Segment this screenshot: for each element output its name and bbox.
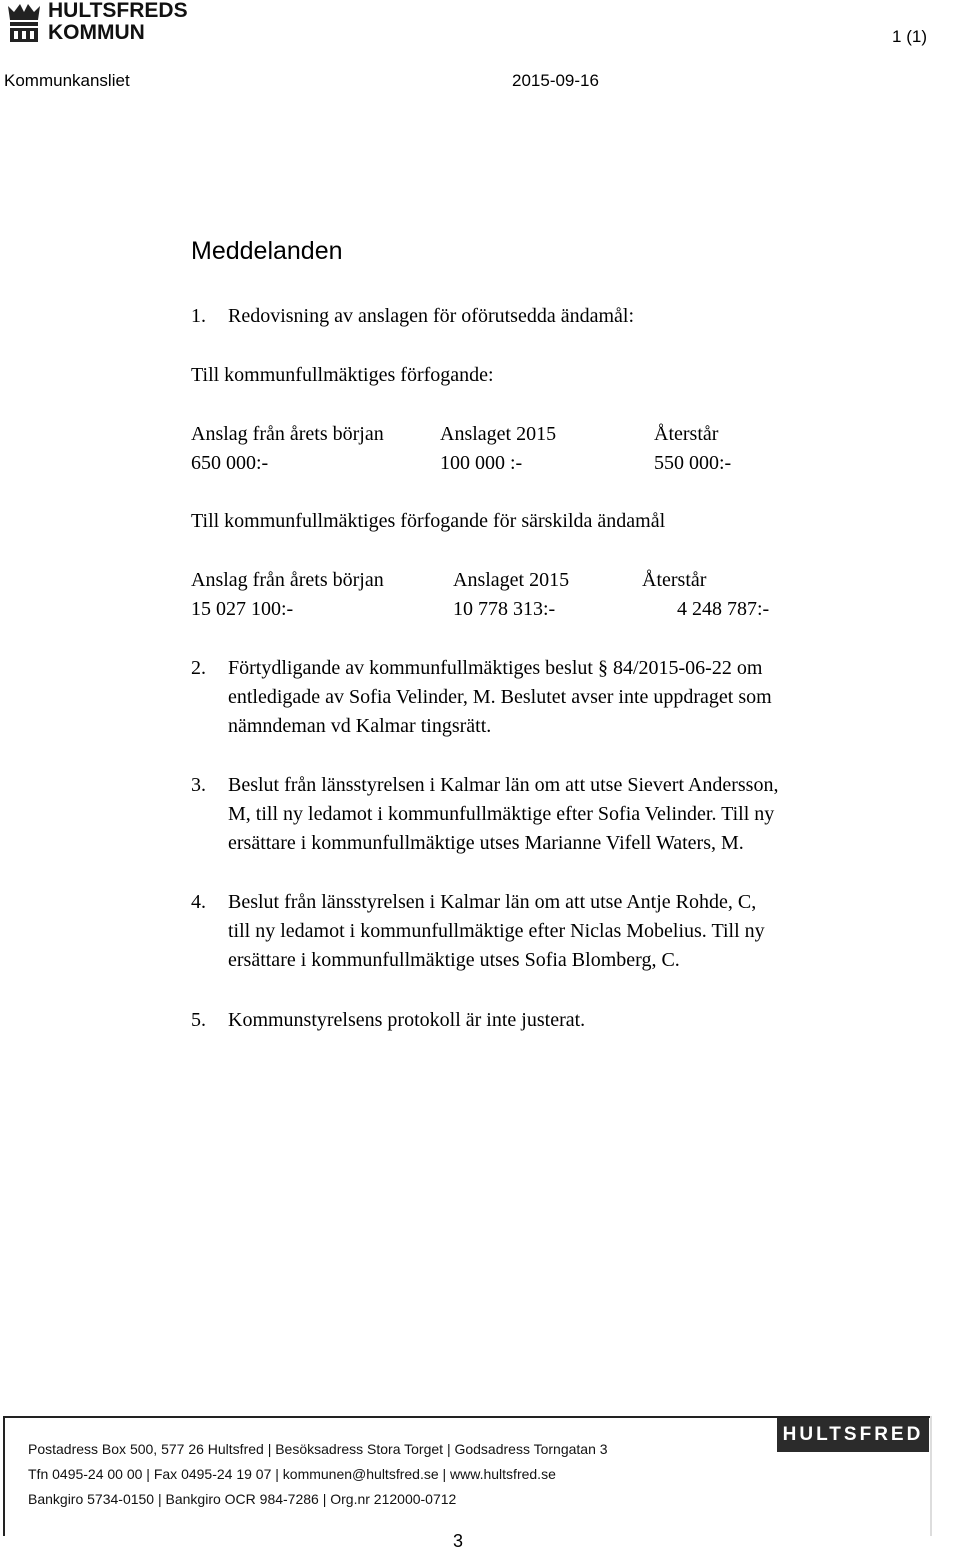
item-line-3: nämndeman vd Kalmar tingsrätt. [228, 715, 492, 737]
item-number: 2. [191, 657, 206, 679]
item-line-1: Beslut från länsstyrelsen i Kalmar län om att utse Sievert Andersson, [228, 774, 779, 796]
sub2-col3-value: 4 248 787:- [677, 598, 770, 620]
crown-crest-icon [4, 2, 44, 46]
department: Kommunkansliet [4, 71, 130, 90]
bottom-page-number: 3 [453, 1531, 464, 1551]
sub2-col2-label: Anslaget 2015 [453, 569, 570, 591]
sub2-heading: Till kommunfullmäktiges förfogande för särskilda ändamål [191, 510, 666, 532]
item-4 [191, 888, 765, 975]
item-number: 5. [191, 1009, 206, 1031]
footer-address: Postadress Box 500, 577 26 Hultsfred | Besöksadress Stora Torget | Godsadress Torngatan 3 [28, 1441, 608, 1457]
item-text: Redovisning av anslagen för oförutsedda ändamål: [228, 305, 634, 327]
item-number: 4. [191, 891, 206, 913]
item-line-1: Beslut från länsstyrelsen i Kalmar län om att utse Antje Rohde, C, [228, 891, 757, 913]
sub2-col3-label: Återstår [642, 569, 707, 591]
footer-contact: Tfn 0495-24 00 00 | Fax 0495-24 19 07 | kommunen@hultsfred.se | www.hultsfred.se [28, 1466, 556, 1482]
sub1-col3-value: 550 000:- [654, 452, 732, 474]
sub2-col1-value: 15 027 100:- [191, 598, 294, 620]
item-3 [191, 771, 778, 858]
document-date: 2015-09-16 [512, 71, 599, 90]
item-number: 3. [191, 774, 206, 796]
item-2 [191, 654, 772, 741]
logo-line-2: KOMMUN [48, 21, 145, 44]
logo-line-1: HULTSFREDS [48, 0, 188, 22]
sub2-col1-label: Anslag från årets början [191, 569, 384, 591]
page-number: 1 (1) [892, 27, 927, 46]
item-line-2: till ny ledamot i kommunfullmäktige efter Niclas Mobelius. Till ny [228, 920, 765, 942]
sub1-heading: Till kommunfullmäktiges förfogande: [191, 364, 494, 386]
item-5 [191, 1006, 585, 1035]
item-line-2: entledigade av Sofia Velinder, M. Beslutet avser inte uppdraget som [228, 686, 772, 708]
sub1-col2-label: Anslaget 2015 [440, 423, 557, 445]
sub2-col2-value: 10 778 313:- [453, 598, 556, 620]
sub1-col2-value: 100 000 :- [440, 452, 523, 474]
page-title: Meddelanden [191, 237, 343, 265]
item-1 [191, 302, 634, 331]
sub1-col1-label: Anslag från årets början [191, 423, 384, 445]
footer-logo: HULTSFRED [777, 1418, 929, 1452]
item-line-2: M, till ny ledamot i kommunfullmäktige efter Sofia Velinder. Till ny [228, 803, 775, 825]
item-line-3: ersättare i kommunfullmäktige utses Marianne Vifell Waters, M. [228, 832, 744, 854]
footer-divider [930, 1416, 932, 1536]
sub1-col3-label: Återstår [654, 423, 719, 445]
footer-bank: Bankgiro 5734-0150 | Bankgiro OCR 984-7286 | Org.nr 212000-0712 [28, 1491, 457, 1507]
item-line-3: ersättare i kommunfullmäktige utses Sofia Blomberg, C. [228, 949, 680, 971]
item-line-1: Förtydligande av kommunfullmäktiges beslut § 84/2015-06-22 om [228, 657, 763, 679]
item-number: 1. [191, 305, 206, 327]
item-text: Kommunstyrelsens protokoll är inte justerat. [228, 1009, 586, 1031]
sub1-col1-value: 650 000:- [191, 452, 269, 474]
municipality-logo [4, 0, 188, 48]
